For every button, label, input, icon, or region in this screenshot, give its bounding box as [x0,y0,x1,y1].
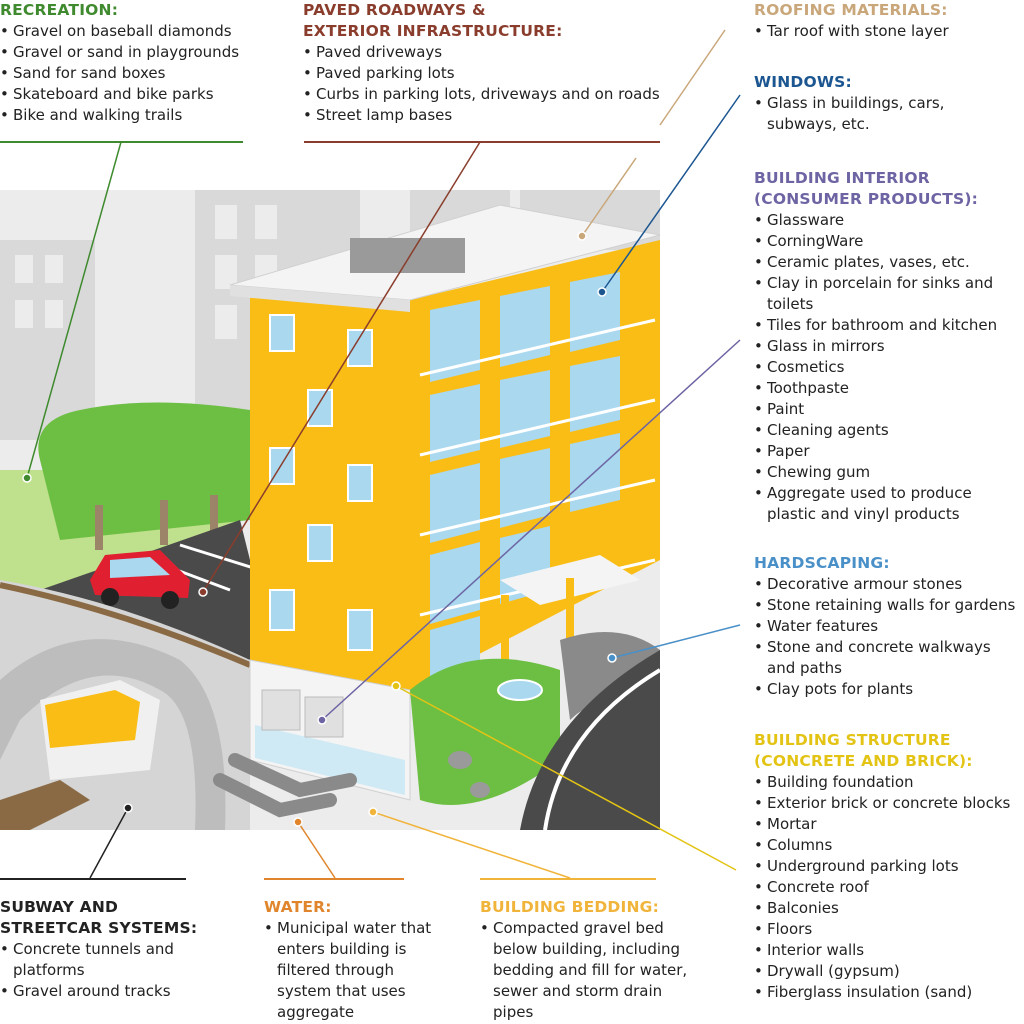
interior-item: • Paper [754,441,1019,462]
interior-item: • Ceramic plates, vases, etc. [754,252,1019,273]
recreation-list [0,21,245,126]
roofing-panel [754,0,1019,42]
subway-title-line1: SUBWAY AND [0,898,119,916]
hardscaping-item: • Decorative armour stones [754,574,1022,595]
recreation-panel [0,0,245,126]
water-item: • Municipal water that enters building is filtered through system that uses aggregate [264,918,449,1023]
subway-underline [0,878,186,880]
interior-list [754,210,1019,525]
structure-item: • Underground parking lots [754,856,1019,877]
subway-panel [0,897,200,1002]
bedding-title: BUILDING BEDDING: [480,898,659,916]
subway-item: • Concrete tunnels and platforms [0,939,200,981]
roofing-list [754,21,1019,42]
roofing-item: • Tar roof with stone layer [754,21,1019,42]
structure-item: • Fiberglass insulation (sand) [754,982,1019,1003]
paved-title-line1: PAVED ROADWAYS & [303,1,486,19]
interior-panel [754,168,1019,525]
recreation-item: • Sand for sand boxes [0,63,245,84]
subway-item: • Gravel around tracks [0,981,200,1002]
bedding-panel [480,897,692,1023]
structure-item: • Concrete roof [754,877,1019,898]
structure-list [754,772,1019,1003]
paved-item: • Curbs in parking lots, driveways and on roads [303,84,673,105]
structure-item: • Floors [754,919,1019,940]
hardscaping-item: • Stone retaining walls for gardens [754,595,1022,616]
structure-item: • Drywall (gypsum) [754,961,1019,982]
structure-panel [754,730,1019,1003]
recreation-underline [0,141,243,143]
recreation-title: RECREATION: [0,1,119,19]
structure-title-line1: BUILDING STRUCTURE [754,731,951,749]
structure-item: • Columns [754,835,1019,856]
paved-underline [304,141,660,143]
structure-item: • Building foundation [754,772,1019,793]
hardscaping-panel [754,553,1022,700]
paved-item: • Paved driveways [303,42,673,63]
bedding-underline [480,878,656,880]
structure-item: • Mortar [754,814,1019,835]
recreation-item: • Gravel or sand in playgrounds [0,42,245,63]
windows-title: WINDOWS: [754,73,852,91]
hardscaping-item: • Clay pots for plants [754,679,1022,700]
water-underline [264,878,404,880]
interior-item: • Paint [754,399,1019,420]
recreation-item: • Skateboard and bike parks [0,84,245,105]
hardscaping-item: • Stone and concrete walkways and paths [754,637,1022,679]
paved-list [303,42,673,126]
water-panel [264,897,449,1023]
bedding-item: • Compacted gravel bed below building, including bedding and fill for water, sewer and storm drain pipes [480,918,692,1023]
hardscaping-list [754,574,1022,700]
interior-item: • Glass in mirrors [754,336,1019,357]
interior-item: • Toothpaste [754,378,1019,399]
interior-item: • Cosmetics [754,357,1019,378]
interior-title-line1: BUILDING INTERIOR [754,169,930,187]
roof-unit [350,238,465,273]
structure-item: • Balconies [754,898,1019,919]
bedding-list [480,918,692,1023]
subway-title-line2: STREETCAR SYSTEMS: [0,919,198,937]
water-title: WATER: [264,898,332,916]
paved-item: • Street lamp bases [303,105,673,126]
structure-title-line2: (CONCRETE AND BRICK): [754,752,973,770]
interior-item: • Cleaning agents [754,420,1019,441]
paved-item: • Paved parking lots [303,63,673,84]
structure-item: • Interior walls [754,940,1019,961]
windows-list [754,93,984,135]
paved-panel [303,0,673,126]
structure-item: • Exterior brick or concrete blocks [754,793,1019,814]
interior-item: • CorningWare [754,231,1019,252]
hardscaping-item: • Water features [754,616,1022,637]
roofing-title: ROOFING MATERIALS: [754,1,948,19]
hedge [38,403,250,541]
interior-item: • Aggregate used to produce plastic and vinyl products [754,483,1019,525]
subway-list [0,939,200,1002]
recreation-item: • Gravel on baseball diamonds [0,21,245,42]
interior-item: • Clay in porcelain for sinks and toilets [754,273,1019,315]
recreation-item: • Bike and walking trails [0,105,245,126]
windows-item: • Glass in buildings, cars, subways, etc. [754,93,984,135]
interior-item: • Chewing gum [754,462,1019,483]
interior-title-line2: (CONSUMER PRODUCTS): [754,190,979,208]
hardscaping-title: HARDSCAPING: [754,554,890,572]
windows-panel [754,72,984,135]
interior-item: • Tiles for bathroom and kitchen [754,315,1019,336]
interior-item: • Glassware [754,210,1019,231]
water-list [264,918,449,1023]
paved-title-line2: EXTERIOR INFRASTRUCTURE: [303,22,563,40]
